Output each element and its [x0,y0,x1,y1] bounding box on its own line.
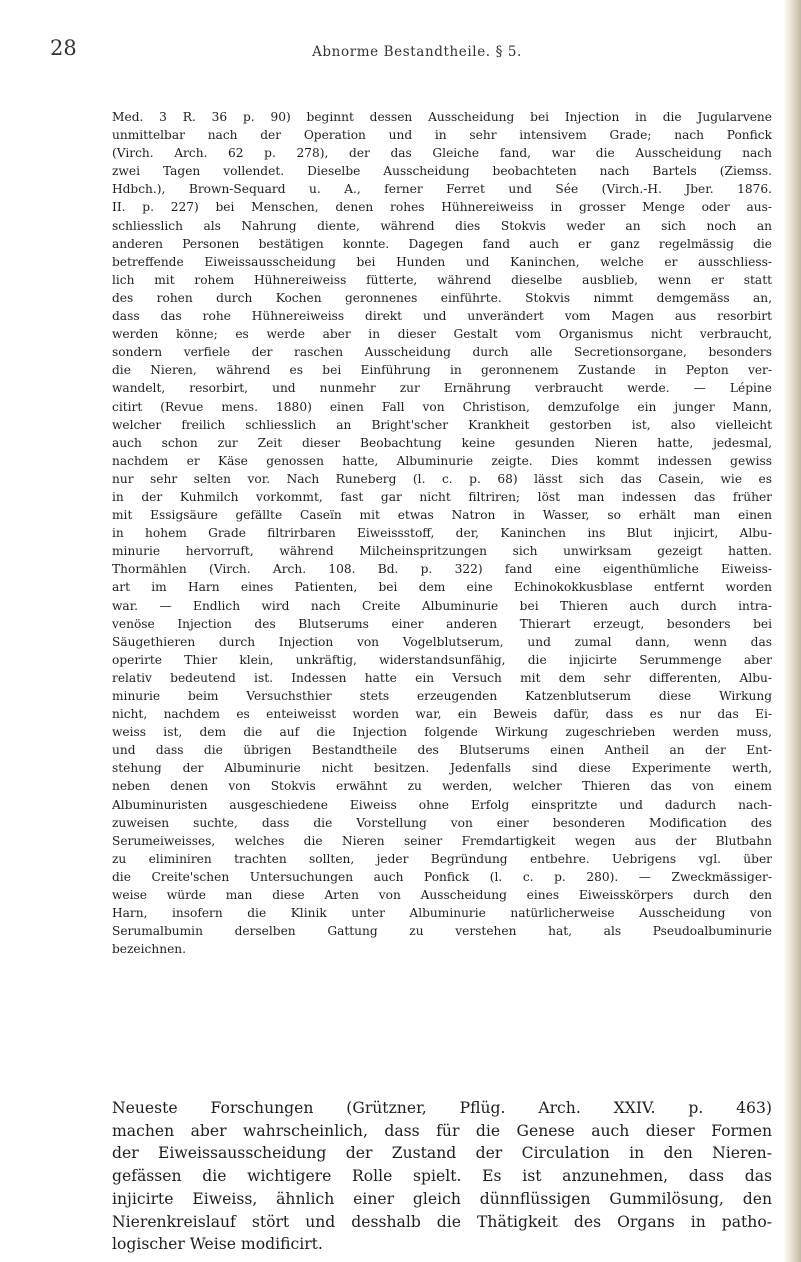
body-text-line: Thormählen (Virch. Arch. 108. Bd. p. 322) fand eine eigenthümliche Eiweiss- [112,562,772,577]
body-text-line: operirte Thier klein, unkräftig, widerstandsunfähig, die injicirte Serummenge aber [112,652,772,667]
body-text-line: weiss ist, dem die auf die Injection folgende Wirkung zugeschrieben werden muss, [112,725,772,740]
body-text-line: und dass die übrigen Bestandtheile des Blutserums einen Antheil an der Ent- [112,743,772,758]
conclusion-paragraph [112,1097,772,1256]
body-text-line: auch schon zur Zeit dieser Beobachtung keine gesunden Nieren hatte, jedesmal, [112,435,772,450]
page-edge-shadow [783,0,801,1262]
body-text-line: neben denen von Stokvis erwähnt zu werden, welcher Thieren das von einem [112,779,772,794]
conclusion-text-line: der Eiweissausscheidung der Zustand der Circulation in den Nieren- [112,1144,772,1163]
conclusion-text-line: gefässen die wichtigere Rolle spielt. Es ist anzunehmen, dass das [112,1167,772,1186]
body-text-line: Med. 3 R. 36 p. 90) beginnt dessen Ausscheidung bei Injection in die Jugularvene [112,110,772,124]
running-head: Abnorme Bestandtheile. § 5. [312,44,522,60]
body-text-line: Hdbch.), Brown-Sequard u. A., ferner Ferret und Sée (Virch.-H. Jber. 1876. [112,182,772,197]
body-text-line: venöse Injection des Blutserums einer anderen Thierart erzeugt, besonders bei [112,616,772,631]
body-text-line: die Nieren, während es bei Einführung in geronnenem Zustande in Pepton ver- [112,363,772,378]
main-paragraph [112,108,772,958]
body-text-line: wandelt, resorbirt, und nunmehr zur Ernährung verbraucht werde. — Lépine [112,381,772,396]
body-text-line: schliesslich als Nahrung diente, während dies Stokvis weder an sich noch an [112,218,772,233]
body-text-line: unmittelbar nach der Operation und in sehr intensivem Grade; nach Ponfick [112,128,772,143]
body-text-line: nur sehr selten vor. Nach Runeberg (l. c. p. 68) lässt sich das Casein, wie es [112,471,772,486]
body-text-line: bezeichnen. [112,942,187,957]
body-text-line: betreffende Eiweissausscheidung bei Hunden und Kaninchen, welche er ausschliess- [112,254,772,269]
page-number: 28 [50,36,77,60]
conclusion-text-line: logischer Weise modificirt. [112,1235,323,1254]
body-text-line: Serumeiweisses, welches die Nieren seiner Fremdartigkeit wegen aus der Blutbahn [112,833,772,848]
body-text-line: anderen Personen bestätigen konnte. Dagegen fand auch er ganz regelmässig die [112,236,772,251]
body-text-line: lich mit rohem Hühnereiweiss fütterte, während dieselbe ausblieb, wenn er statt [112,272,772,287]
body-text-line: Harn, insofern die Klinik unter Albuminurie natürlicherweise Ausscheidung von [112,906,772,921]
conclusion-text-line: injicirte Eiweiss, ähnlich einer gleich dünnflüssigen Gummilösung, den [112,1189,772,1208]
body-text-line: Säugethieren durch Injection von Vogelblutserum, und zumal dann, wenn das [112,634,772,649]
body-text-line: werden könne; es werde aber in dieser Gestalt vom Organismus nicht verbraucht, [112,327,772,342]
body-text-line: zwei Tagen vollendet. Dieselbe Ausscheidung beobachteten nach Bartels (Ziemss. [112,164,772,179]
conclusion-text-line: Nierenkreislauf stört und desshalb die Thätigkeit des Organs in patho- [112,1212,772,1231]
body-text-line: welcher freilich schliesslich an Bright'scher Krankheit gestorben ist, also vielleicht [112,417,772,432]
body-text-line: relativ bedeutend ist. Indessen hatte ein Versuch mit dem sehr differenten, Albu- [112,670,772,685]
body-text-line: citirt (Revue mens. 1880) einen Fall von Christison, demzufolge ein junger Mann, [112,399,772,414]
body-text-line: in hohem Grade filtrirbaren Eiweissstoff, der, Kaninchen ins Blut injicirt, Albu- [112,526,772,541]
body-text-line: in der Kuhmilch vorkommt, fast gar nicht filtriren; löst man indessen das früher [112,489,772,504]
body-text-line: art im Harn eines Patienten, bei dem eine Echinokokkusblase entfernt worden [112,580,772,595]
body-text-line: Albuminuristen ausgeschiedene Eiweiss ohne Erfolg einspritzte und dadurch nach- [112,797,772,812]
body-text-line: II. p. 227) bei Menschen, denen rohes Hühnereiweiss in grosser Menge oder aus- [112,200,772,215]
body-text-line: minurie hervorruft, während Milcheinspritzungen sich unwirksam gezeigt hatten. [112,544,772,559]
body-text-line: weise würde man diese Arten von Ausscheidung eines Eiweisskörpers durch den [112,888,772,903]
body-text-line: (Virch. Arch. 62 p. 278), der das Gleiche fand, war die Ausscheidung nach [112,146,772,161]
body-text-line: war. — Endlich wird nach Creite Albuminurie bei Thieren auch durch intra- [112,598,772,613]
body-text-line: zuweisen suchte, dass die Vorstellung von einer besonderen Modification des [112,815,772,830]
body-text-line: stehung der Albuminurie nicht besitzen. Jedenfalls sind diese Experimente werth, [112,761,772,776]
body-text-line: sondern verfiele der raschen Ausscheidung durch alle Secretionsorgane, besonders [112,345,772,360]
body-text-line: minurie beim Versuchsthier stets erzeugenden Katzenblutserum diese Wirkung [112,689,772,703]
conclusion-text-line: Neueste Forschungen (Grützner, Pflüg. Arch. XXIV. p. 463) [112,1099,772,1117]
body-text-line: nicht, nachdem es enteiweisst worden war, ein Beweis dafür, dass es nur das Ei- [112,707,772,722]
body-text-line: die Creite'schen Untersuchungen auch Ponfick (l. c. p. 280). — Zweckmässiger- [112,869,772,884]
body-text-line: zu eliminiren trachten sollten, jeder Begründung entbehre. Uebrigens vgl. über [112,851,772,866]
body-text-line: mit Essigsäure gefällte Caseïn mit etwas Natron in Wasser, so erhält man einen [112,508,772,523]
body-text-line: nachdem er Käse genossen hatte, Albuminurie zeigte. Dies kommt indessen gewiss [112,453,772,468]
conclusion-text-line: machen aber wahrscheinlich, dass für die Genese auch dieser Formen [112,1121,772,1140]
body-text-line: dass das rohe Hühnereiweiss direkt und unverändert vom Magen aus resorbirt [112,309,772,324]
body-text-line: Serumalbumin derselben Gattung zu verstehen hat, als Pseudoalbuminurie [112,924,772,939]
body-text-line: des rohen durch Kochen geronnenes einführte. Stokvis nimmt demgemäss an, [112,290,772,305]
